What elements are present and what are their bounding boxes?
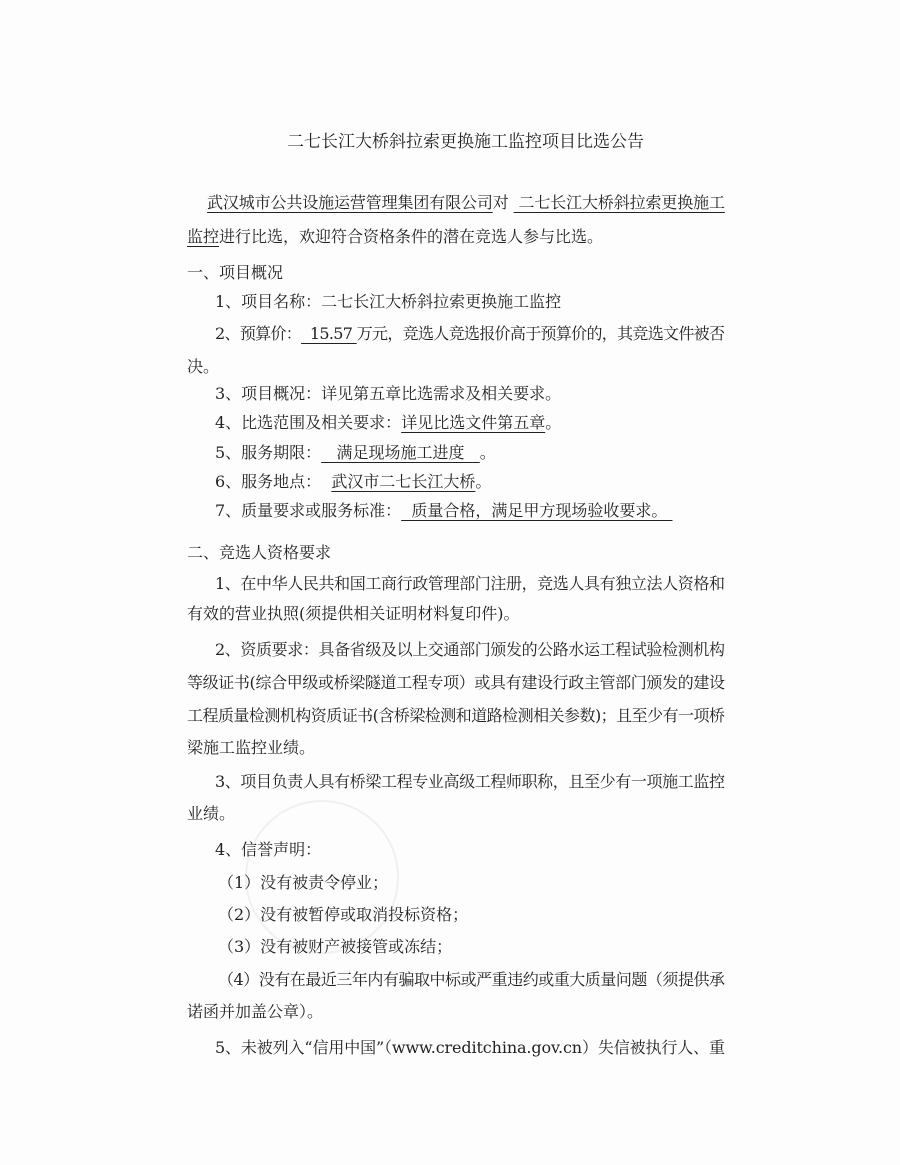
text-line [218, 872, 388, 894]
text-line [218, 969, 725, 991]
text-line [187, 1001, 323, 1023]
text-line [187, 737, 315, 759]
text-segment: 2、资质要求：具备省级及以上交通部门颁发的公路水运工程试验检测机构 [215, 640, 725, 659]
underlined-field-value: 满足现场施工进度 [321, 443, 480, 462]
text-line [187, 672, 725, 694]
text-segment: 万元，竞选人竞选报价高于预算价的，其竞选文件被否 [356, 324, 725, 343]
text-line [187, 705, 724, 727]
text-segment: 梁施工监控业绩。 [187, 738, 316, 757]
text-line [215, 412, 561, 434]
text-line [215, 291, 561, 313]
text-segment: 。 [475, 472, 492, 491]
text-segment: 有效的营业执照(须提供相关证明材料复印件)。 [187, 604, 520, 623]
text-segment: 诺函并加盖公章）。 [187, 1002, 324, 1021]
text-segment: 5、服务期限： [215, 443, 322, 462]
text-line [187, 356, 219, 378]
document-title: 二七长江大桥斜拉索更换施工监控项目比选公告 [287, 132, 644, 152]
underlined-field-value: 15.57 [301, 324, 357, 343]
text-line [215, 839, 321, 861]
text-line [207, 192, 725, 214]
text-line [215, 442, 496, 464]
text-line [187, 226, 603, 248]
underlined-field-value: 武汉市二七长江大桥 [331, 472, 476, 491]
text-segment: 3、项目概况：详见第五章比选需求及相关要求。 [215, 384, 562, 403]
text-segment: 进行比选，欢迎符合资格条件的潜在竞选人参与比选。 [219, 227, 604, 246]
text-segment: 。 [479, 443, 496, 462]
text-segment: 1、在中华人民共和国工商行政管理部门注册，竞选人具有独立法人资格和 [215, 574, 725, 593]
text-segment: 决。 [187, 357, 220, 376]
text-segment: 7、质量要求或服务标准： [215, 501, 402, 520]
text-line [215, 771, 725, 793]
text-segment: 对 [492, 193, 514, 212]
text-line [215, 500, 672, 522]
underlined-field-value: 详见比选文件第五章 [401, 413, 546, 432]
text-segment: 4、比选范围及相关要求： [215, 413, 402, 432]
text-line [187, 603, 520, 625]
text-segment: 5、未被列入“信用中国”（www.creditchina.gov.cn）失信被执行人、重 [215, 1038, 725, 1057]
text-line [215, 639, 725, 661]
text-segment: 业绩。 [187, 804, 236, 823]
text-segment: （1）没有被责令停业； [218, 873, 389, 892]
underlined-field-value: 武汉城市公共设施运营管理集团有限公司 [207, 193, 493, 212]
text-line [218, 904, 468, 926]
text-line [187, 803, 235, 825]
text-line [215, 573, 725, 595]
text-segment: 工程质量检测机构资质证书(含桥梁检测和道路检测相关参数)；且至少有一项桥 [187, 706, 725, 725]
text-line [187, 542, 331, 564]
underlined-field-value: 二七长江大桥斜拉索更换施工 [513, 193, 725, 212]
text-line [218, 936, 452, 958]
text-segment: 2、预算价： [215, 324, 302, 343]
underlined-field-value: 质量合格，满足甲方现场验收要求。 [401, 501, 673, 520]
text-line [215, 471, 491, 493]
text-segment: 。 [545, 413, 562, 432]
underlined-field-value: 监控 [187, 227, 220, 246]
text-line [215, 383, 561, 405]
text-segment: 二、竞选人资格要求 [187, 543, 332, 562]
text-segment: （2）没有被暂停或取消投标资格； [218, 905, 469, 924]
text-segment: 3、项目负责人具有桥梁工程专业高级工程师职称，且至少有一项施工监控 [215, 772, 725, 791]
text-segment: 一、项目概况 [187, 263, 284, 282]
text-segment: （4）没有在最近三年内有骗取中标或严重违约或重大质量问题（须提供承 [218, 970, 725, 989]
text-line [187, 262, 283, 284]
text-segment: 4、信誉声明： [215, 840, 322, 859]
text-line [215, 323, 724, 345]
text-segment: （3）没有被财产被接管或冻结； [218, 937, 453, 956]
text-segment: 1、项目名称：二七长江大桥斜拉索更换施工监控 [215, 292, 562, 311]
text-segment: 6、服务地点： [215, 472, 332, 491]
text-segment: 等级证书(综合甲级或桥梁隧道工程专项）或具有建设行政主管部门颁发的建设 [187, 673, 725, 692]
text-line [215, 1037, 725, 1059]
